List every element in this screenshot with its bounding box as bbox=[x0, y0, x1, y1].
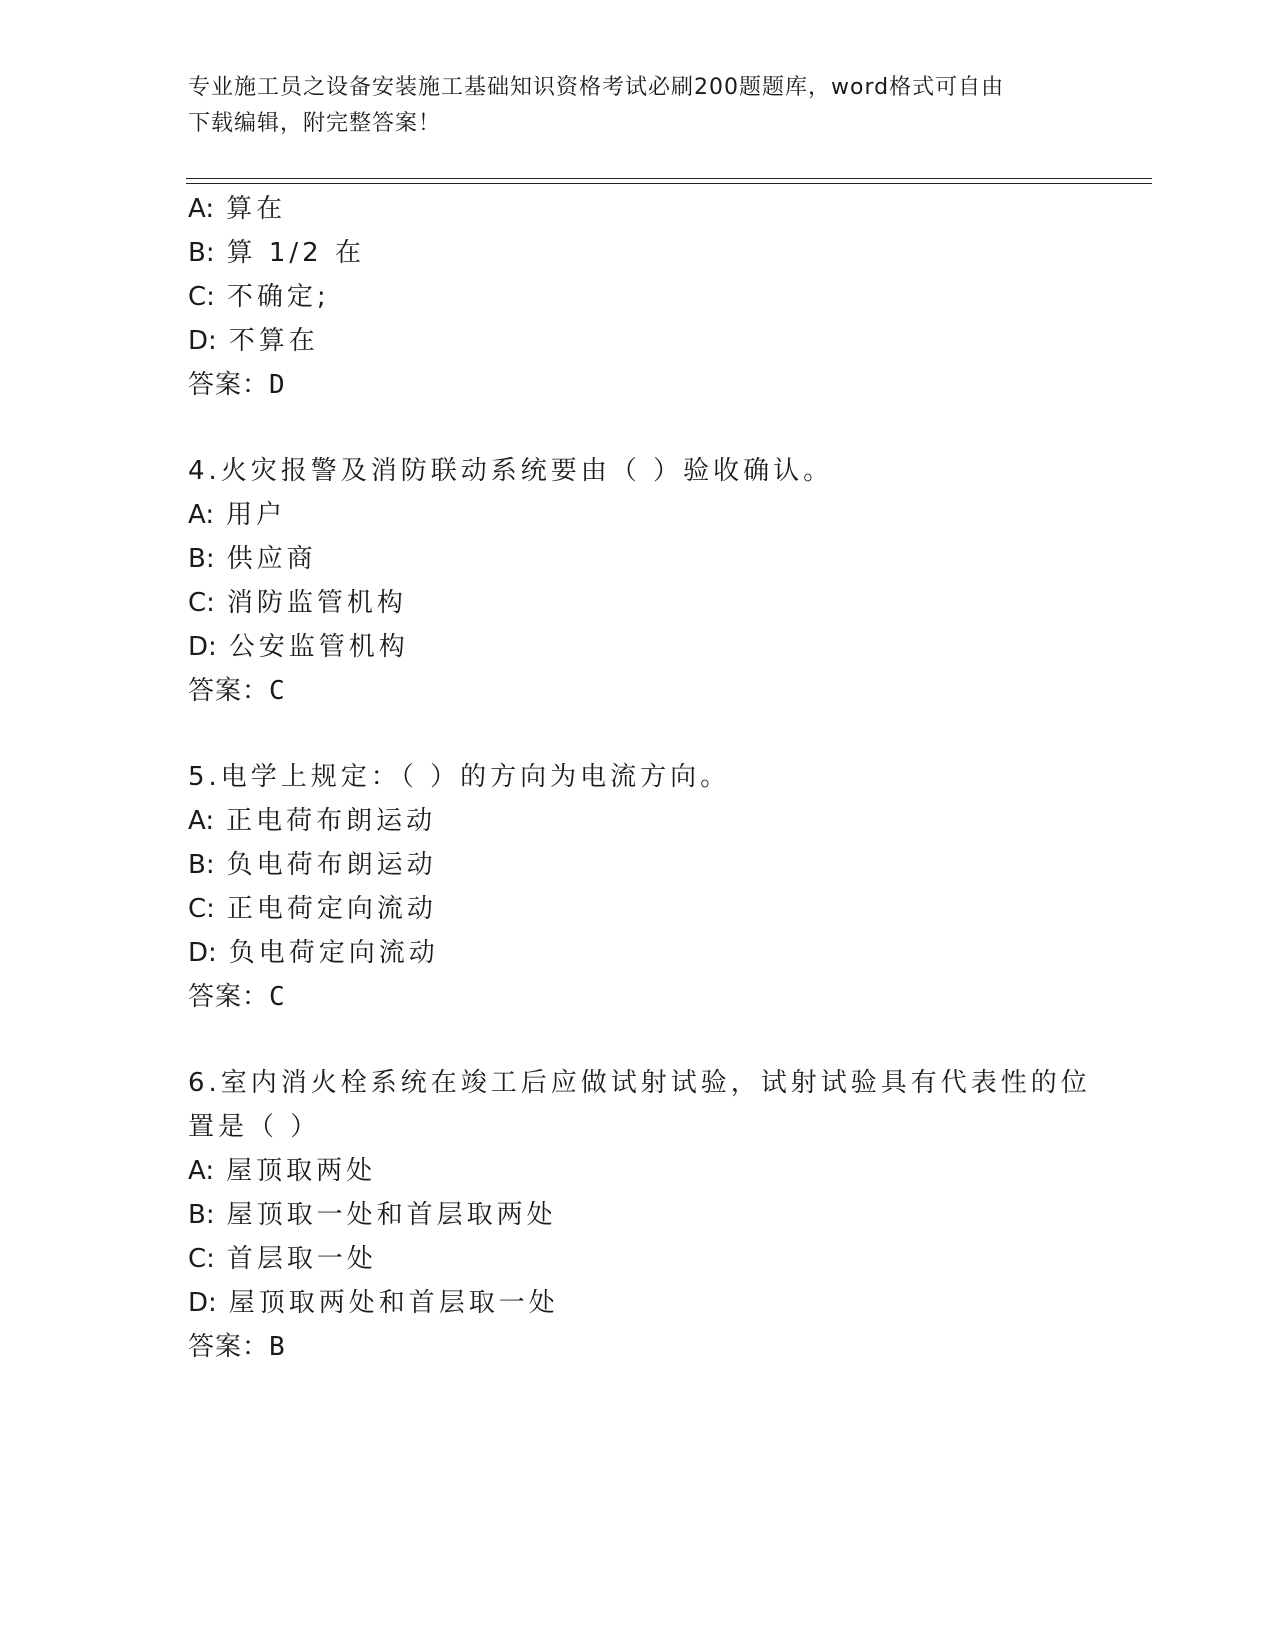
header-line-1: 专业施工员之设备安装施工基础知识资格考试必刷200题题库，word格式可自由 bbox=[188, 75, 1005, 100]
q5-question: 5.电学上规定：（ ）的方向为电流方向。 bbox=[188, 762, 731, 792]
q5-option-d: D: 负电荷定向流动 bbox=[188, 938, 439, 968]
q6-question-line-1: 6.室内消火栓系统在竣工后应做试射试验，试射试验具有代表性的位 bbox=[188, 1068, 1091, 1098]
q4-option-b: B: 供应商 bbox=[188, 544, 317, 574]
q5-answer: 答案：C bbox=[188, 982, 286, 1012]
header-divider-top bbox=[186, 178, 1152, 179]
q3-option-a: A: 算在 bbox=[188, 194, 287, 224]
header-line-2: 下载编辑，附完整答案！ bbox=[188, 111, 442, 136]
q3-option-b: B: 算 1/2 在 bbox=[188, 238, 365, 268]
q6-option-d: D: 屋顶取两处和首层取一处 bbox=[188, 1288, 559, 1318]
q5-option-c: C: 正电荷定向流动 bbox=[188, 894, 437, 924]
q3-option-c: C: 不确定; bbox=[188, 282, 330, 312]
q6-option-c: C: 首层取一处 bbox=[188, 1244, 377, 1274]
q6-answer: 答案：B bbox=[188, 1332, 286, 1362]
q6-option-b: B: 屋顶取一处和首层取两处 bbox=[188, 1200, 557, 1230]
q4-question: 4.火灾报警及消防联动系统要由（ ）验收确认。 bbox=[188, 456, 834, 486]
q6-question-line-2: 置是（ ） bbox=[188, 1112, 321, 1142]
header-divider-bottom bbox=[186, 183, 1152, 184]
q4-option-c: C: 消防监管机构 bbox=[188, 588, 407, 618]
q4-option-a: A: 用户 bbox=[188, 500, 287, 530]
q6-option-a: A: 屋顶取两处 bbox=[188, 1156, 377, 1186]
q4-answer: 答案：C bbox=[188, 676, 286, 706]
q5-option-b: B: 负电荷布朗运动 bbox=[188, 850, 437, 880]
q4-option-d: D: 公安监管机构 bbox=[188, 632, 409, 662]
q3-answer: 答案：D bbox=[188, 370, 286, 400]
q5-option-a: A: 正电荷布朗运动 bbox=[188, 806, 437, 836]
document-header bbox=[188, 70, 1088, 142]
q3-option-d: D: 不算在 bbox=[188, 326, 319, 356]
